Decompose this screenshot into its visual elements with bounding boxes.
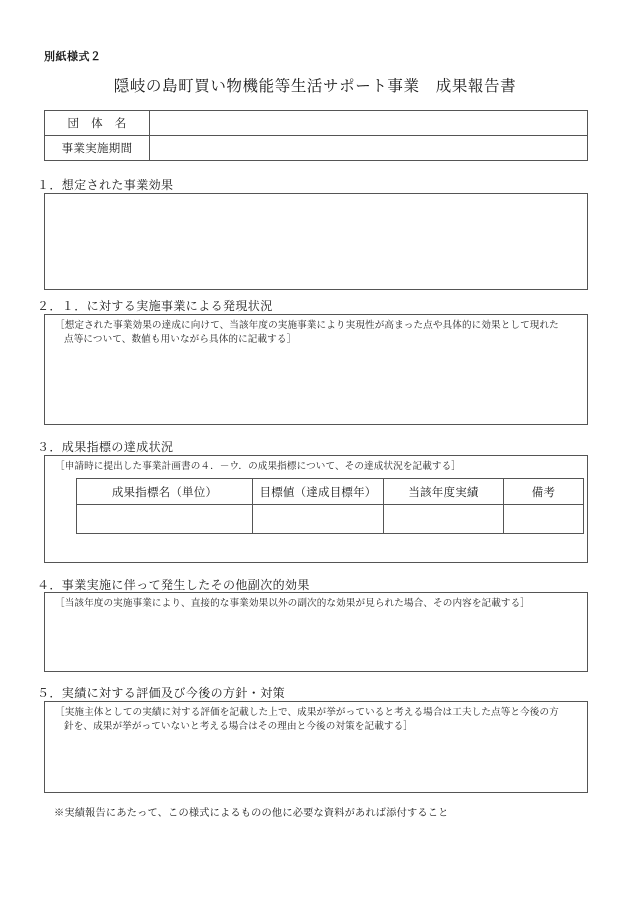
section-3-instruction: ［申請時に提出した事業計画書の４．－ウ．の成果指標について、その達成状況を記載する］ — [55, 461, 461, 472]
section-4-instruction: ［当該年度の実施事業により、直接的な事業効果以外の副次的な効果が見られた場合、その内容を記載する］ — [55, 598, 530, 609]
section-5-instruction-line-1: ［実施主体としての実績に対する評価を記載した上で、成果が挙がっていると考える場合は工夫した点等と今後の方 — [55, 707, 559, 718]
section-2-instruction-line-2: 点等について、数値も用いながら具体的に記載する］ — [64, 333, 297, 345]
table-row — [45, 111, 588, 136]
organization-name-field[interactable] — [150, 111, 588, 136]
cell-remarks[interactable] — [504, 505, 584, 534]
table-row — [45, 136, 588, 161]
section-3-answer-box — [44, 455, 588, 563]
column-header-target-value: 目標値（達成目標年） — [253, 479, 384, 505]
form-number: 別紙様式２ — [44, 50, 102, 63]
section-2-answer-box[interactable] — [44, 314, 588, 425]
section-5-instruction — [55, 706, 579, 734]
column-header-current-year-result: 当該年度実績 — [384, 479, 504, 505]
cell-target-value[interactable] — [253, 505, 384, 534]
section-5-instruction-line-2: 針を、成果が挙がっていないと考える場合はその理由と今後の対策を記載する］ — [64, 720, 413, 732]
section-2-heading: ２．１．に対する実施事業による発現状況 — [37, 299, 273, 313]
section-5-heading: ５．実績に対する評価及び今後の方針・対策 — [37, 686, 286, 700]
organization-name-label: 団 体 名 — [45, 111, 150, 136]
table-header-row — [77, 479, 584, 505]
section-2-instruction-line-1: ［想定された事業効果の達成に向けて、当該年度の実施事業により実現性が高まった点や具体的に効果として現れた — [55, 320, 559, 331]
column-header-remarks: 備考 — [504, 479, 584, 505]
section-2-instruction — [55, 319, 579, 347]
achievement-indicator-table — [76, 478, 584, 534]
organization-info-table — [44, 110, 588, 161]
section-1-heading: １．想定された事業効果 — [37, 178, 174, 192]
section-3-heading: ３．成果指標の達成状況 — [37, 440, 174, 454]
section-4-answer-box[interactable] — [44, 592, 588, 672]
footer-note: ※実績報告にあたって、この様式によるものの他に必要な資料があれば添付すること — [54, 808, 449, 819]
section-4-heading: ４．事業実施に伴って発生したその他副次的効果 — [37, 578, 310, 592]
section-5-answer-box[interactable] — [44, 701, 588, 793]
table-row — [77, 505, 584, 534]
column-header-indicator-name: 成果指標名（単位） — [77, 479, 253, 505]
project-period-label: 事業実施期間 — [45, 136, 150, 161]
project-period-field[interactable] — [150, 136, 588, 161]
cell-current-year-result[interactable] — [384, 505, 504, 534]
section-1-answer-box[interactable] — [44, 193, 588, 290]
page-title: 隠岐の島町買い物機能等生活サポート事業 成果報告書 — [113, 78, 517, 95]
cell-indicator-name[interactable] — [77, 505, 253, 534]
